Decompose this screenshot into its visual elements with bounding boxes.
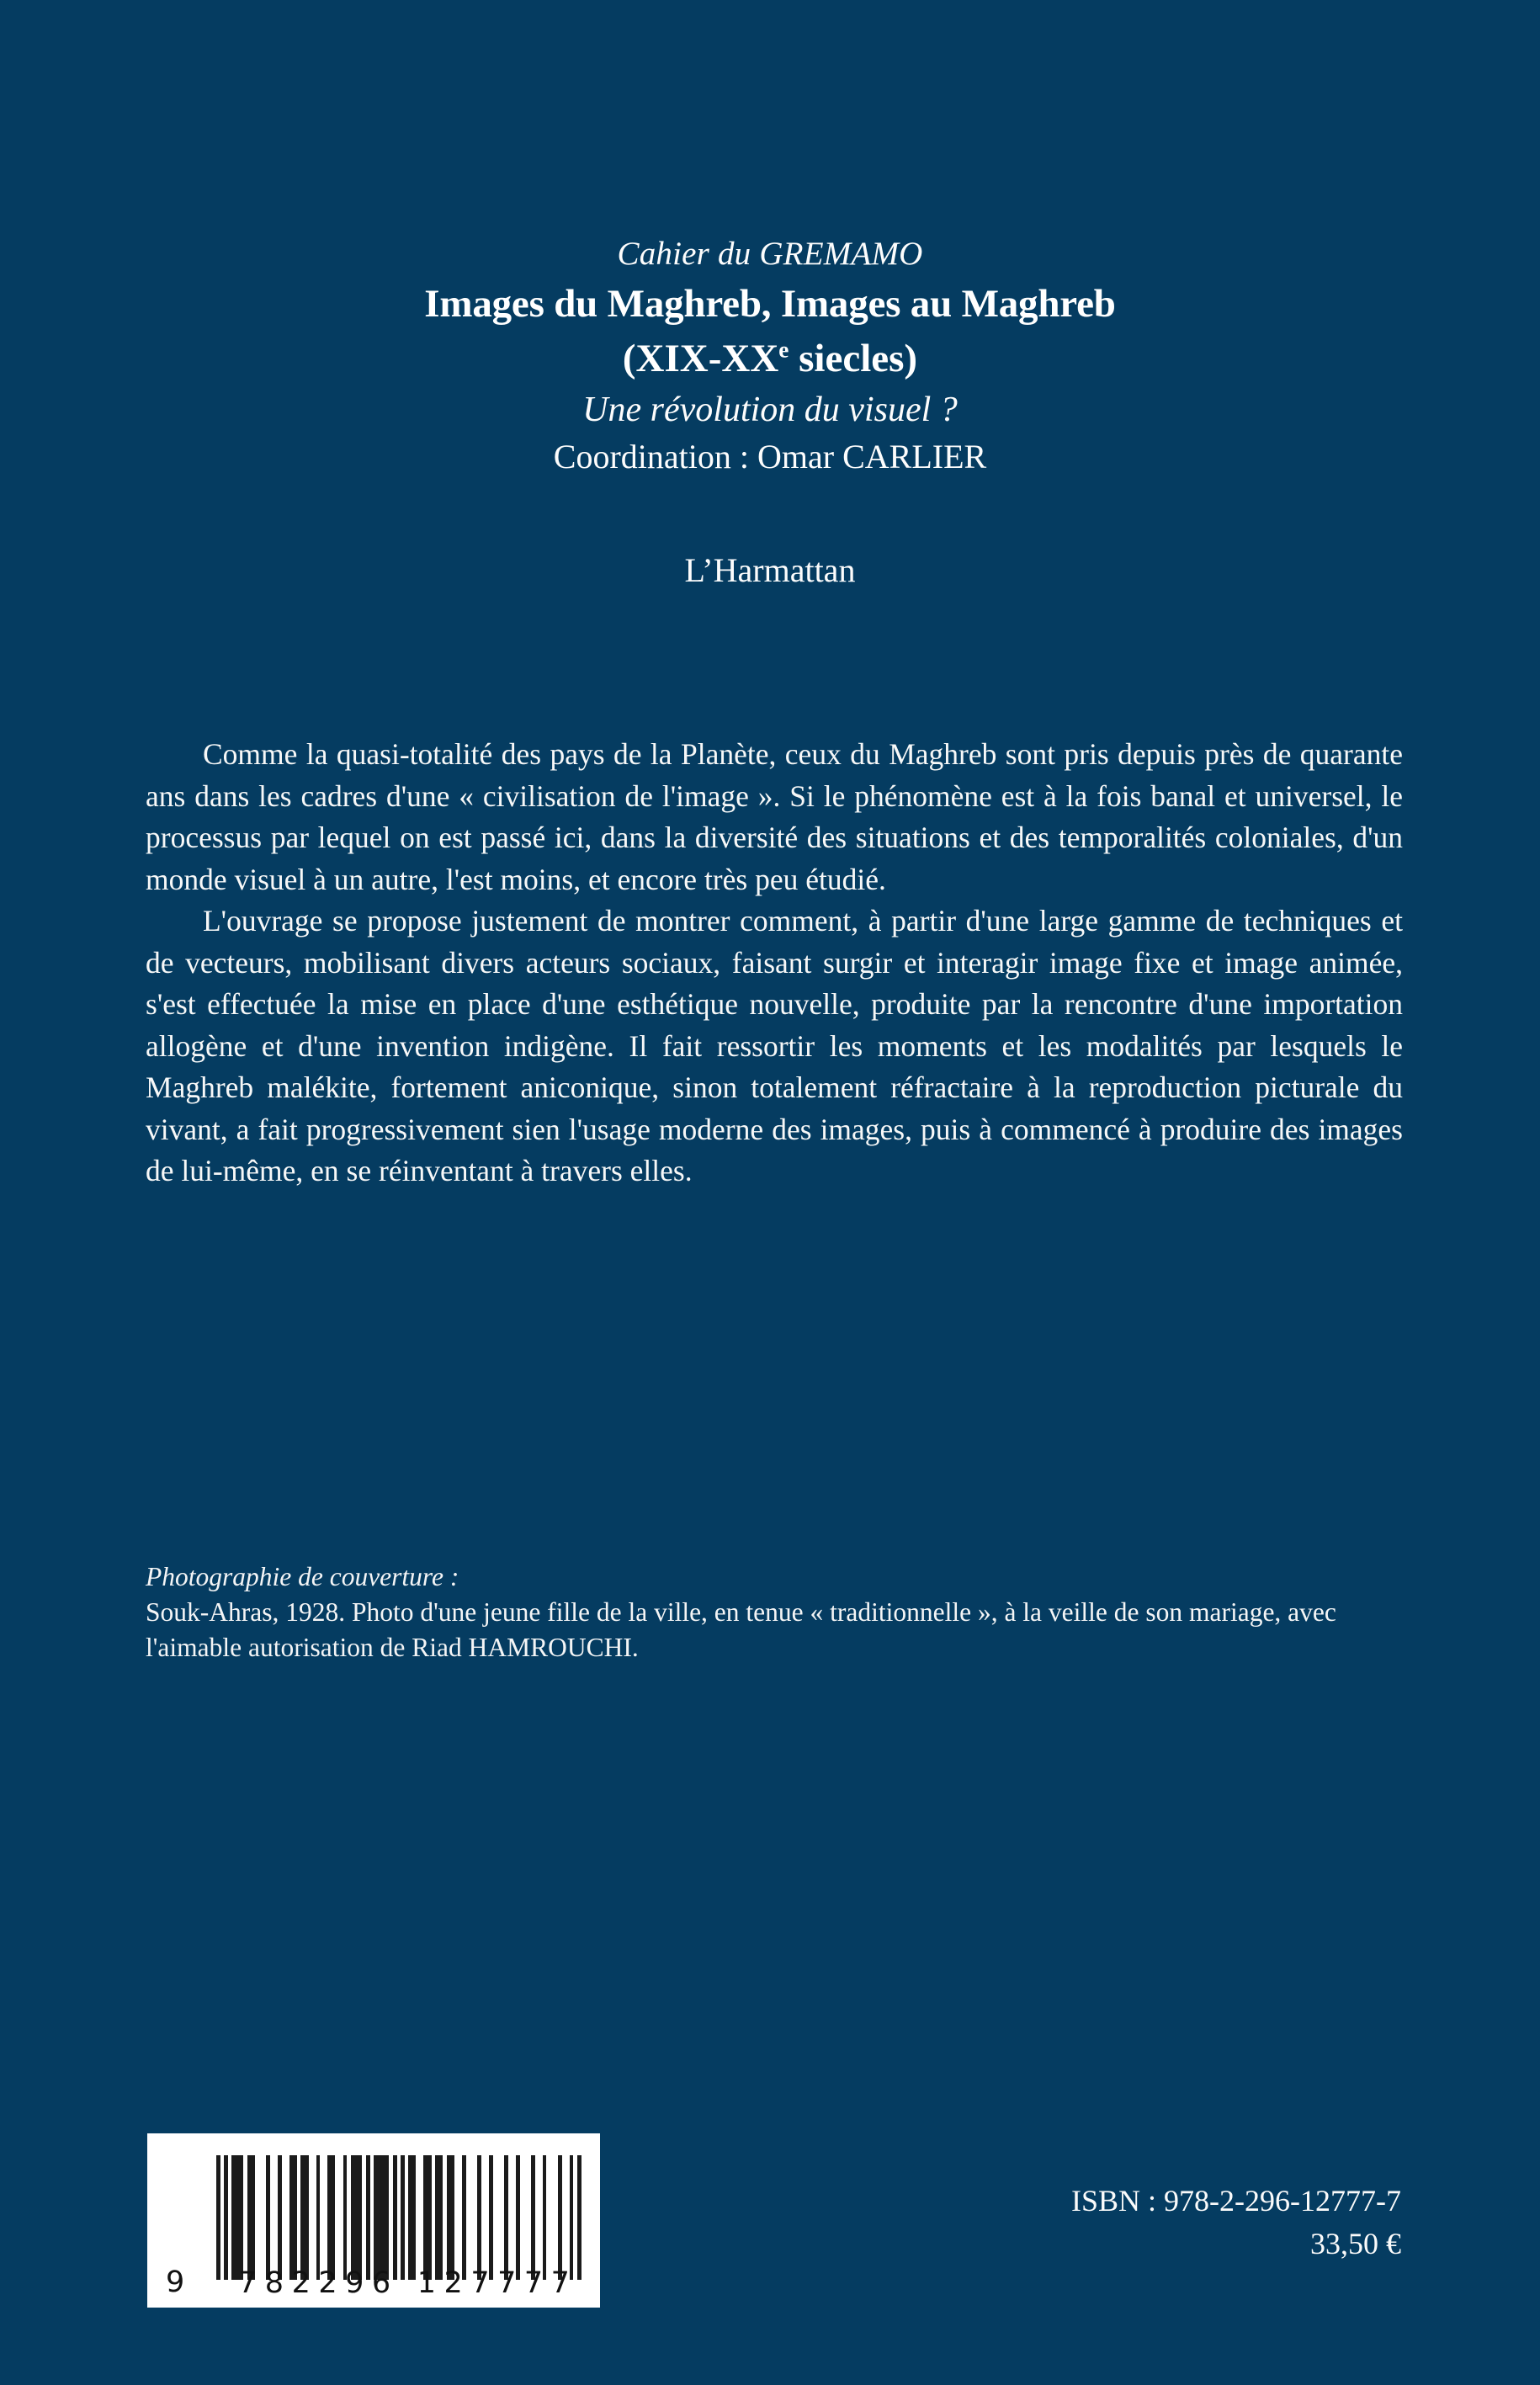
barcode-bar: [535, 2155, 543, 2280]
blurb-text: [146, 734, 1403, 1192]
barcode-bar: [231, 2155, 243, 2280]
subtitle-period-suffix: siecles): [789, 337, 918, 380]
barcode-digit: 7: [523, 2266, 544, 2300]
barcode-bar: [309, 2155, 316, 2280]
barcode-left-group: [238, 2267, 390, 2299]
barcode-bar: [300, 2155, 308, 2280]
title-block: [0, 232, 1540, 480]
barcode-bars: [216, 2155, 581, 2280]
page-title: Images du Maghreb, Images au Maghreb: [424, 282, 1116, 326]
barcode-digit: 7: [497, 2266, 517, 2300]
photo-credit-body: Souk-Ahras, 1928. Photo d'une jeune fille de la ville, en tenue « traditionnelle », à la veille de son mariage, avec l'aimable autorisation de Riad HAMROUCHI.: [146, 1597, 1336, 1662]
barcode-bar: [320, 2155, 327, 2280]
barcode-bar: [447, 2155, 454, 2280]
series-line: Cahier du GREMAMO: [617, 236, 923, 272]
barcode-right-group: [417, 2267, 570, 2299]
barcode-bar: [577, 2155, 581, 2280]
subtitle-period: [0, 332, 1540, 385]
barcode-bar: [454, 2155, 462, 2280]
barcode-bar: [423, 2155, 431, 2280]
barcode-bar: [416, 2155, 423, 2280]
photo-credit: [146, 1559, 1408, 1665]
barcode: [147, 2133, 600, 2308]
barcode-bar: [508, 2155, 516, 2280]
barcode-lead-digit: 9: [166, 2265, 185, 2299]
barcode-bar: [335, 2155, 343, 2280]
barcode-bar: [351, 2155, 363, 2280]
photo-credit-heading: Photographie de couverture :: [146, 1562, 459, 1591]
barcode-bar: [562, 2155, 570, 2280]
subtitle-question: Une révolution du visuel ?: [582, 390, 958, 429]
barcode-digit: 2: [443, 2266, 463, 2300]
barcode-bar: [327, 2155, 335, 2280]
blurb-paragraph: Comme la quasi-totalité des pays de la Planète, ceux du Maghreb sont pris depuis près de quarante ans dans les cadres d'une « civilisation de l'image ». Si le phénomène est à la fois banal et universel, le processus par lequel on est passé ici, dans la diversité des situations et des temporalités coloniales, d'un monde visuel à un autre, l'est moins, et encore très peu étudié.: [146, 737, 1403, 896]
barcode-digit: 7: [550, 2266, 570, 2300]
barcode-inner: [147, 2133, 600, 2308]
barcode-digit: 7: [238, 2266, 258, 2300]
barcode-digit: 2: [291, 2266, 311, 2300]
barcode-bar: [481, 2155, 489, 2280]
barcode-bar: [270, 2155, 278, 2280]
barcode-digit: 9: [345, 2266, 364, 2300]
barcode-bar: [408, 2155, 416, 2280]
barcode-bar: [255, 2155, 267, 2280]
barcode-digit: 6: [371, 2266, 391, 2300]
barcode-bar: [374, 2155, 389, 2280]
barcode-bar: [282, 2155, 289, 2280]
price-value: 33,50 €: [1310, 2227, 1401, 2260]
barcode-bar: [493, 2155, 505, 2280]
barcode-digit: 2: [318, 2266, 337, 2300]
barcode-digit: 1: [417, 2266, 437, 2300]
barcode-bar: [247, 2155, 255, 2280]
blurb-paragraph: L'ouvrage se propose justement de montrer comment, à partir d'une large gamme de techniques et de vecteurs, mobilisant divers acteurs sociaux, faisant surgir et interagir image fixe et image animée, s'est effectuée la mise en place d'une esthétique nouvelle, produite par la rencontre d'une importation allogène et d'une invention indigène. Il fait ressortir les moments et les modalités par lesquels le Maghreb malékite, fortement aniconique, sinon totalement réfractaire à la reproduction picturale du vivant, a fait progressivement sien l'usage moderne des images, puis à commencé à produire des images de lui-même, en se réinventant à travers elles.: [146, 904, 1403, 1187]
barcode-digits: [216, 2267, 581, 2299]
publisher-name: L’Harmattan: [684, 551, 856, 589]
barcode-digit: 8: [264, 2266, 284, 2300]
barcode-digit: 7: [470, 2266, 490, 2300]
subtitle-period-prefix: (XIX-XX: [622, 337, 779, 380]
barcode-bar: [466, 2155, 478, 2280]
isbn-value: ISBN : 978-2-296-12777-7: [1071, 2184, 1401, 2218]
barcode-bar: [435, 2155, 443, 2280]
subtitle-period-superscript: e: [778, 337, 789, 363]
barcode-bar: [520, 2155, 532, 2280]
coordination-line: Coordination : Omar CARLIER: [553, 438, 987, 475]
barcode-bar: [289, 2155, 297, 2280]
barcode-bar: [546, 2155, 558, 2280]
isbn-block: [1071, 2180, 1401, 2265]
